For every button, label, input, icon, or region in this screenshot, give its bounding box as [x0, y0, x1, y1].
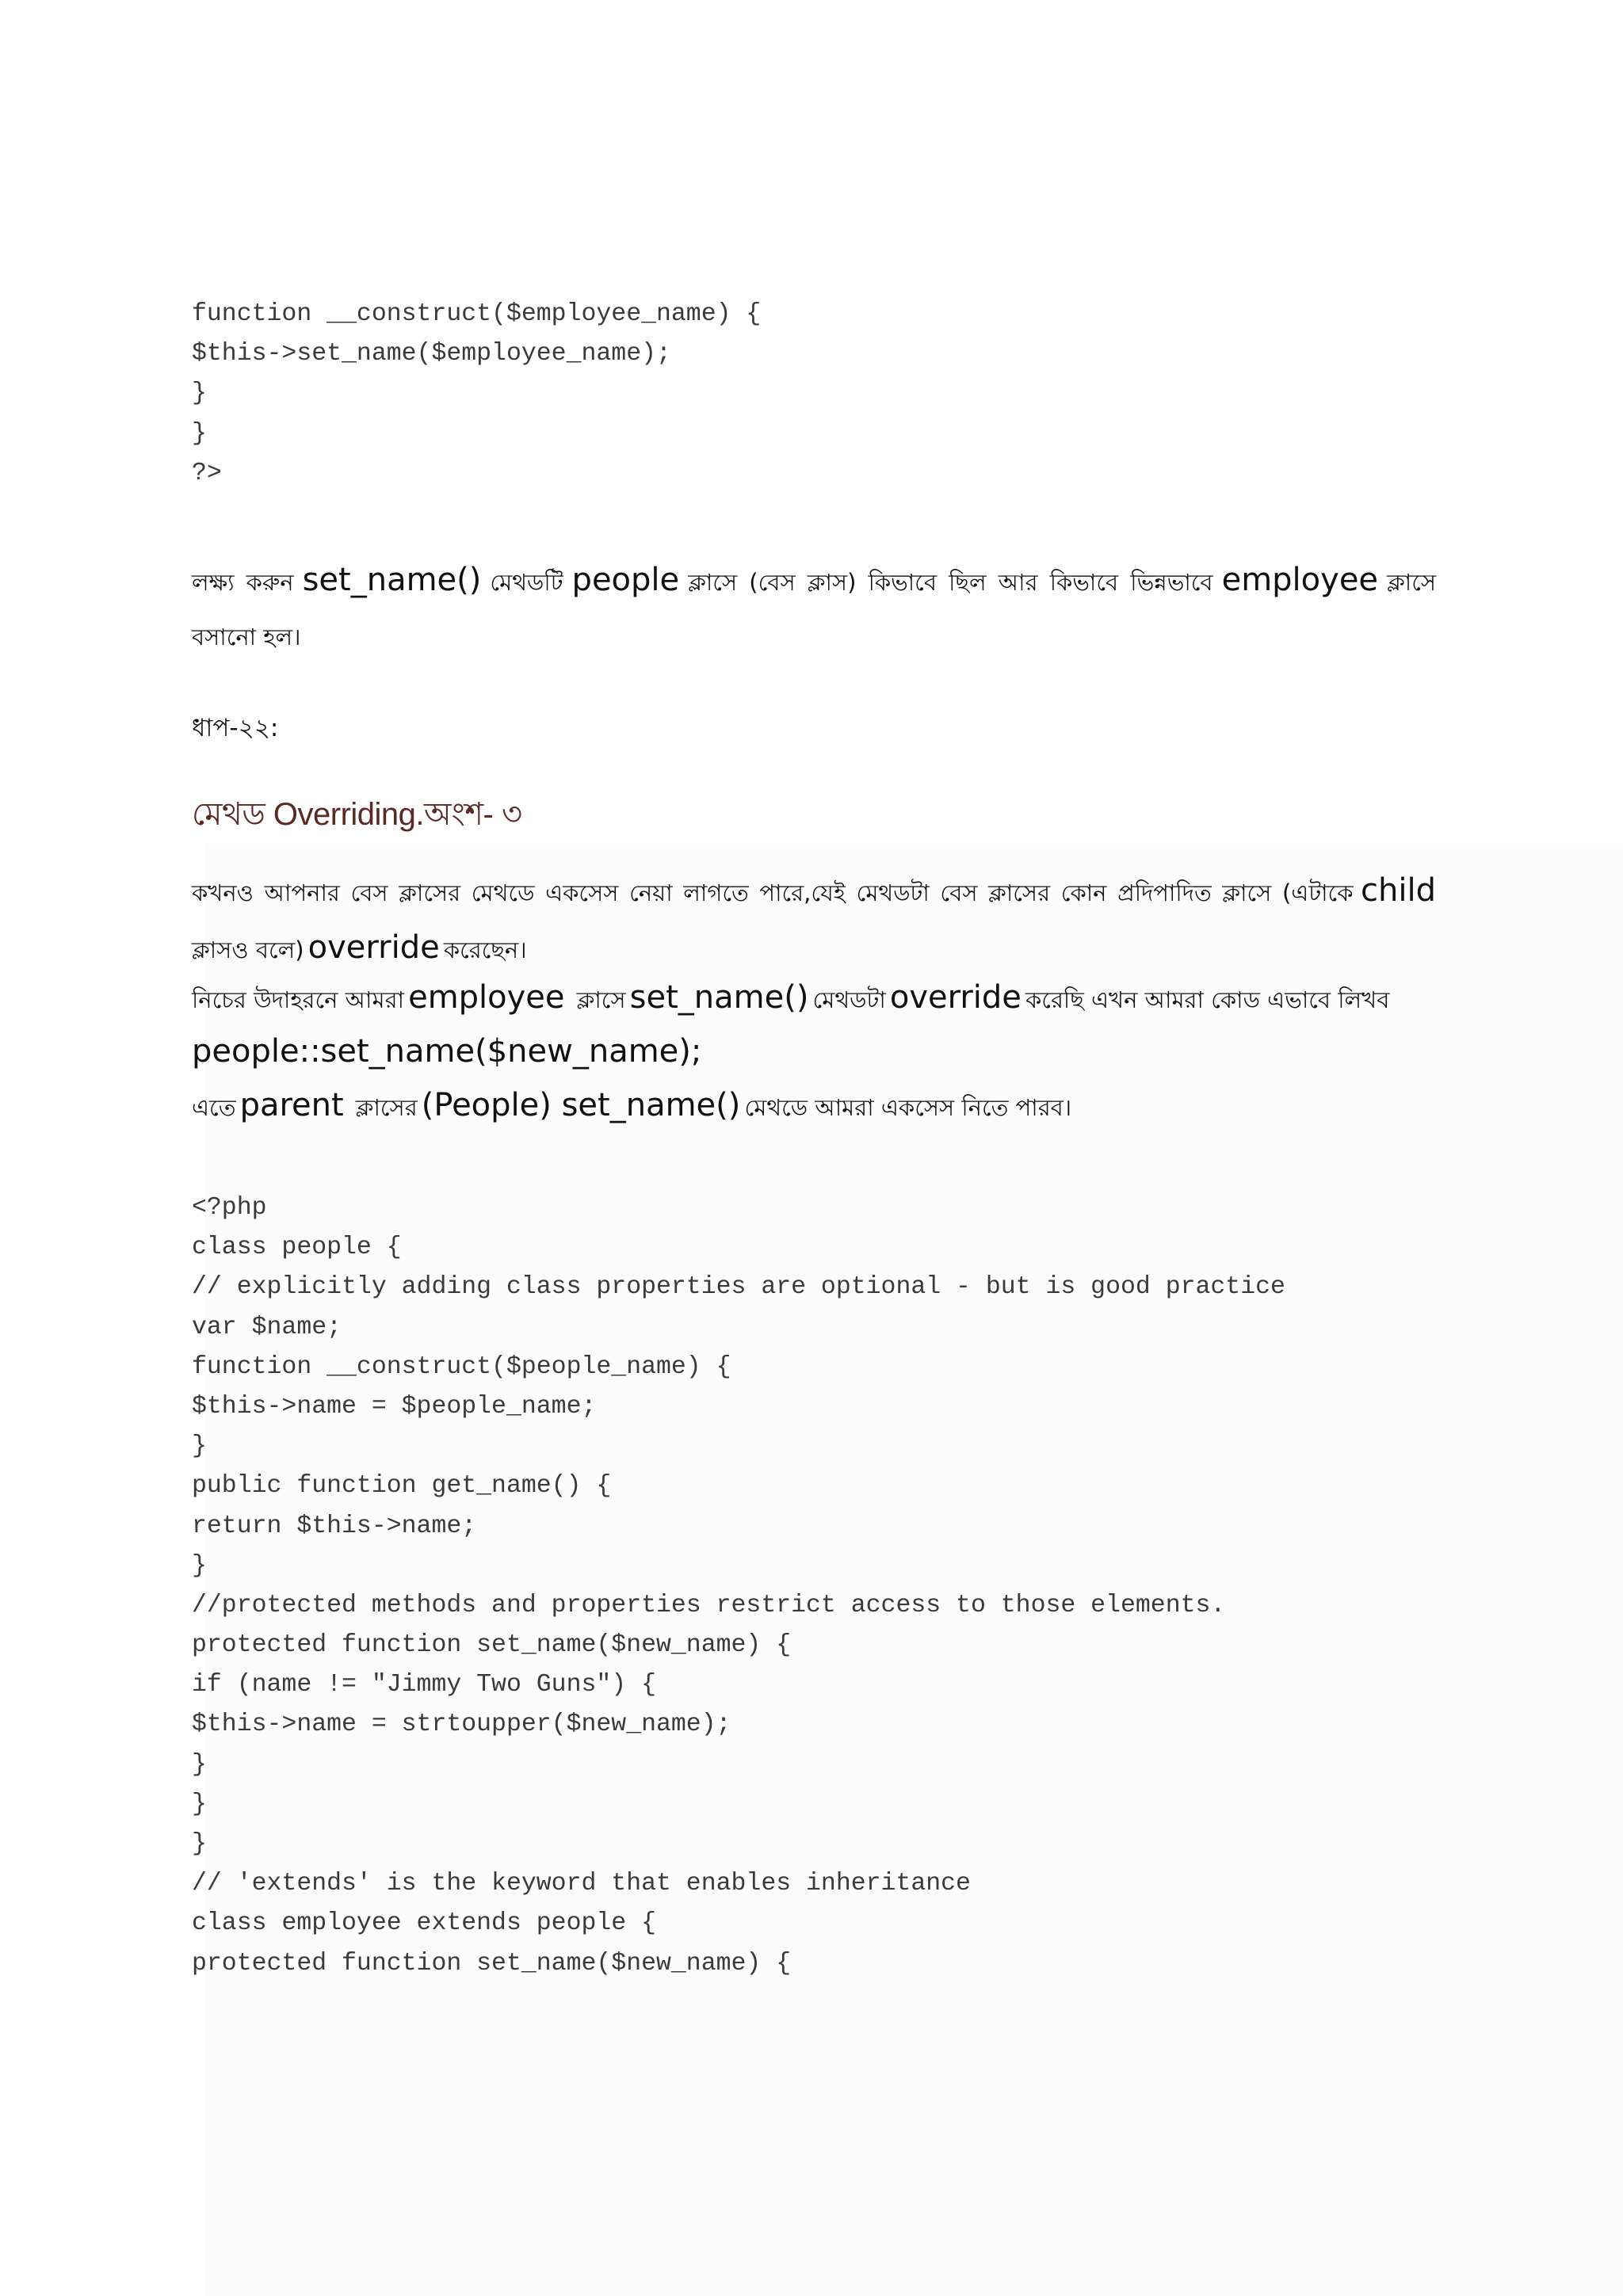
code-line: function __construct($people_name) {	[192, 1352, 731, 1381]
text-run: করেছি এখন আমরা কোড এভাবে লিখব	[1025, 986, 1390, 1013]
code-line: ?>	[192, 459, 222, 487]
inline-code-term: employee	[1221, 562, 1379, 598]
inline-code-term: child	[1361, 872, 1436, 909]
code-line: class people {	[192, 1234, 402, 1262]
inline-code-term: set_name()	[302, 562, 482, 598]
code-line: protected function set_name($new_name) {	[192, 1949, 792, 1978]
inline-code-term: set_name()	[629, 979, 809, 1016]
code-line: }	[192, 1830, 207, 1858]
paragraph-note	[192, 555, 1436, 666]
code-line: }	[192, 1432, 207, 1461]
text-run: ক্লাসের	[355, 1094, 418, 1121]
code-line: }	[192, 379, 207, 408]
text-run: ক্লাসে বসানো হল।	[192, 569, 1437, 650]
code-block-1	[192, 295, 761, 494]
code-line: }	[192, 1790, 207, 1818]
inline-code-term: parent	[239, 1087, 344, 1123]
inline-code-term: people::set_name($new_name);	[192, 1033, 702, 1070]
inline-code-term: override	[889, 979, 1022, 1016]
paragraph-code-call	[192, 1025, 1436, 1084]
code-line: return $this->name;	[192, 1512, 477, 1540]
code-block-2	[192, 1188, 1285, 1984]
text-run: মেথডটি	[490, 569, 563, 596]
step-label: ধাপ-২২:	[192, 714, 279, 742]
code-line: function __construct($employee_name) {	[192, 300, 762, 328]
paragraph-example	[192, 971, 1436, 1030]
section-heading: মেথড Overriding.অংশ- ৩	[192, 797, 522, 832]
code-line: }	[192, 1750, 207, 1779]
text-run: ক্লাসে	[576, 986, 626, 1013]
code-line: protected function set_name($new_name) {	[192, 1631, 792, 1660]
inline-code-term: employee	[408, 979, 565, 1016]
code-line: $this->set_name($employee_name);	[192, 340, 671, 368]
code-line: if (name != "Jimmy Two Guns") {	[192, 1671, 656, 1699]
code-line: }	[192, 419, 207, 448]
text-run: এতে	[192, 1094, 236, 1121]
text-run: লক্ষ্য করুন	[192, 569, 294, 596]
code-line: var $name;	[192, 1313, 342, 1341]
code-line: $this->name = $people_name;	[192, 1392, 597, 1421]
code-line: <?php	[192, 1194, 267, 1222]
text-run: ক্লাসে (বেস ক্লাস) কিভাবে ছিল আর কিভাবে ভিন্নভাবে	[688, 569, 1213, 596]
text-run: নিচের উদাহরনে আমরা	[192, 986, 404, 1013]
text-run: মেথডে আমরা একসেস নিতে পারব।	[744, 1094, 1072, 1121]
inline-code-term: override	[307, 929, 440, 966]
code-line: // explicitly adding class properties are optional - but is good practice	[192, 1273, 1285, 1302]
code-line: public function get_name() {	[192, 1472, 612, 1501]
code-line: $this->name = strtoupper($new_name);	[192, 1711, 731, 1739]
text-run: মেথডটা	[812, 986, 886, 1013]
text-run: করেছেন।	[443, 936, 527, 963]
text-run: কখনও আপনার বেস ক্লাসের মেথডে একসেস নেয়া লাগতে পারে,যেই মেথডটা বেস ক্লাসের কোন প্রদিপাদিত ক্লাসে (এটাকে	[192, 879, 1354, 906]
paragraph-parent-access	[192, 1079, 1436, 1138]
code-line: class employee extends people {	[192, 1909, 656, 1938]
text-run: ক্লাসও বলে)	[192, 936, 304, 963]
code-line: // 'extends' is the keyword that enables inheritance	[192, 1870, 971, 1898]
code-line: }	[192, 1551, 207, 1580]
inline-code-term: people	[571, 562, 680, 598]
inline-code-term: (People) set_name()	[421, 1087, 741, 1123]
paragraph-intro	[192, 865, 1436, 979]
code-line: //protected methods and properties restrict access to those elements.	[192, 1591, 1226, 1619]
